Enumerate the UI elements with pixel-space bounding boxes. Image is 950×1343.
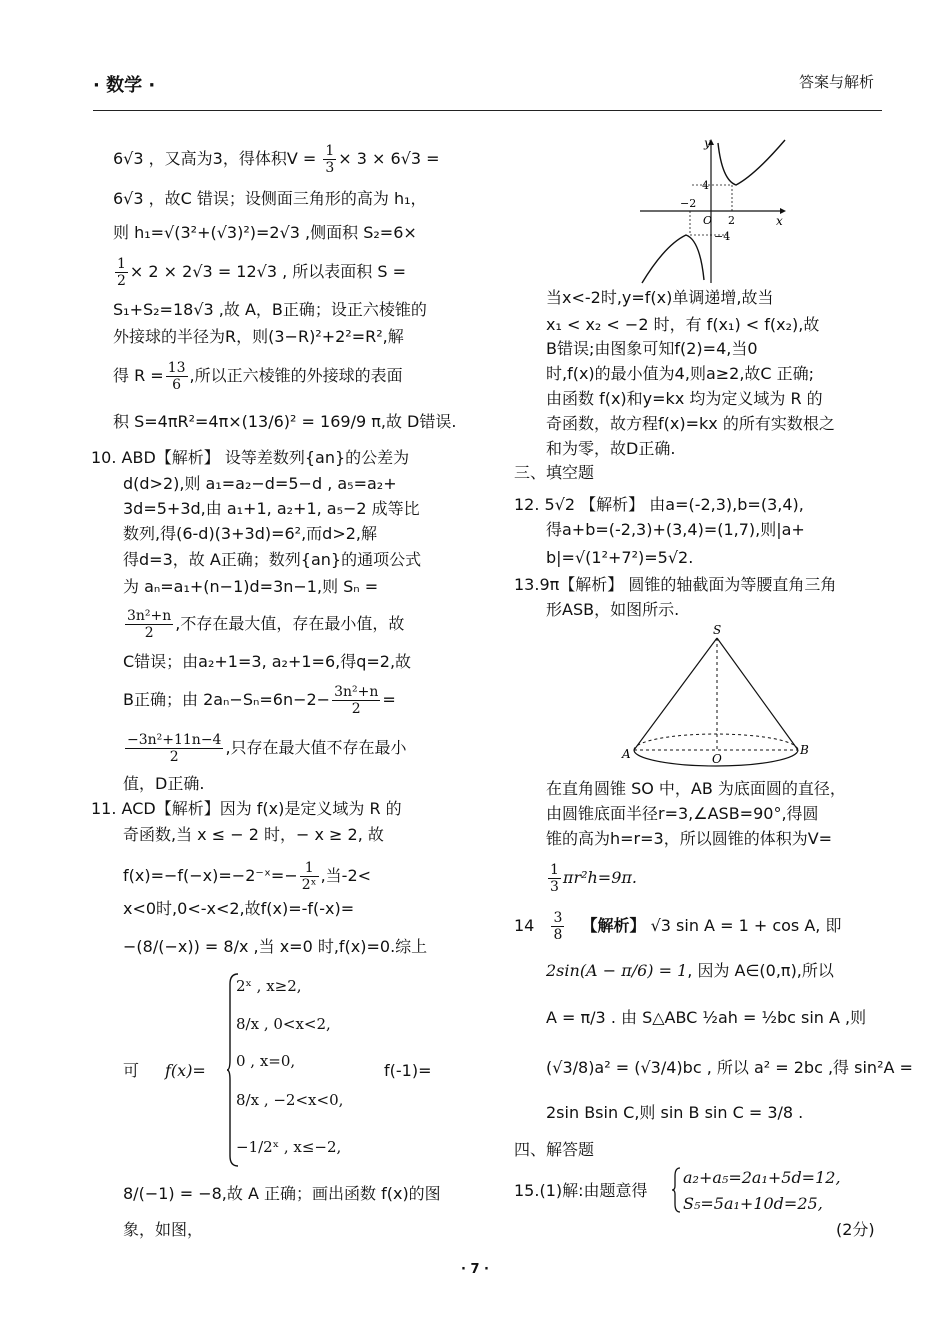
text-line: 为 aₙ=a₁+(n−1)d=3n−1,则 Sₙ = bbox=[123, 577, 379, 596]
frac-num: 1 bbox=[117, 256, 126, 272]
text-span: 【解析】 bbox=[581, 916, 646, 935]
text-line: 由圆锥底面半径r=3,∠ASB=90°,得圆 bbox=[546, 804, 819, 823]
fraction bbox=[300, 860, 319, 893]
text-line: S₁+S₂=18√3 ,故 A，B正确；设正六棱锥的 bbox=[113, 300, 427, 319]
y-label: y bbox=[704, 136, 711, 150]
frac-num: 1 bbox=[550, 862, 559, 878]
text-line bbox=[123, 860, 371, 893]
text-span: × 2 × 2√3 = 12√3 , 所以表面积 S = bbox=[129, 262, 407, 281]
frac-den: 3 bbox=[550, 879, 559, 895]
text-span: ,只存在最大值不存在最小 bbox=[225, 738, 407, 757]
text-span: πr²h=9π. bbox=[562, 868, 637, 887]
text-line: 数列,得(6-d)(3+3d)=6²,而d>2,解 bbox=[123, 524, 378, 543]
cone-diagram bbox=[620, 622, 815, 772]
system-eq-2: S₅=5a₁+10d=25, bbox=[683, 1194, 823, 1213]
text-line: 则 h₁=√(3²+(√3)²)=2√3 ,侧面积 S₂=6× bbox=[113, 223, 417, 242]
text-line: b|=√(1²+7²)=5√2. bbox=[546, 548, 694, 567]
text-line bbox=[113, 360, 403, 393]
frac-den: 3 bbox=[325, 160, 335, 176]
curve-lower bbox=[642, 235, 704, 283]
fraction bbox=[125, 608, 173, 641]
tick-label: −2 bbox=[680, 197, 697, 210]
text-line bbox=[123, 732, 407, 765]
point-B: B bbox=[800, 743, 809, 757]
text-line: 得a+b=(-2,3)+(3,4)=(1,7),则|a+ bbox=[546, 520, 805, 539]
text-line: 象，如图， bbox=[123, 1220, 204, 1239]
piece-1: 2ˣ , x≥2, bbox=[236, 977, 302, 995]
question-11: 11. ACD【解析】因为 f(x)是定义域为 R 的 bbox=[91, 799, 402, 818]
frac-num: 1 bbox=[300, 860, 319, 877]
point-O: O bbox=[712, 752, 722, 766]
text-line: 锥的高为h=r=3，所以圆锥的体积为V= bbox=[546, 829, 833, 848]
piece-4: 8/x , −2<x<0, bbox=[236, 1091, 344, 1109]
function-graph bbox=[640, 135, 790, 285]
question-12: 12. 5√2 【解析】 由a=(-2,3),b=(3,4), bbox=[514, 495, 804, 514]
text-line bbox=[546, 959, 834, 983]
text-span: 6√3 ，又高为3，得体积V = bbox=[113, 149, 322, 168]
frac-num: 3 bbox=[553, 910, 563, 926]
text-line: B错误;由图象可知f(2)=4,当0 bbox=[546, 339, 758, 358]
text-span: √3 sin A = 1 + cos A, 即 bbox=[650, 916, 842, 935]
frac-den: 2 bbox=[144, 625, 154, 641]
subject-title: · 数学 · bbox=[93, 75, 156, 96]
fraction bbox=[125, 732, 223, 765]
fraction bbox=[323, 143, 336, 176]
text-line bbox=[113, 143, 440, 176]
piece-2: 8/x , 0<x<2, bbox=[236, 1015, 331, 1033]
text-line bbox=[123, 608, 404, 641]
text-line: 奇函数，故方程f(x)=kx 的所有实数根之 bbox=[546, 414, 835, 433]
fraction bbox=[332, 684, 380, 717]
question-15: 15.(1)解:由题意得 bbox=[514, 1181, 648, 1200]
text-line: −(8/(−x)) = 8/x ,当 x=0 时,f(x)=0.综上 bbox=[123, 937, 428, 956]
cone-edge bbox=[717, 638, 798, 750]
text-line: 形ASB，如图所示. bbox=[546, 600, 680, 619]
text-line: 时,f(x)的最小值为4,则a≥2,故C 正确; bbox=[546, 364, 815, 383]
question-14 bbox=[514, 910, 841, 943]
text-line: 在直角圆锥 SO 中，AB 为底面圆的直径， bbox=[546, 779, 846, 798]
origin-label: O bbox=[703, 214, 713, 227]
text-line: 当x<-2时,y=f(x)单调递增,故当 bbox=[546, 288, 774, 307]
base-back bbox=[634, 734, 798, 750]
text-line: 由函数 f(x)和y=kx 均为定义域为 R 的 bbox=[546, 389, 823, 408]
curve-upper bbox=[718, 140, 785, 185]
section-heading-fill-in: 三、填空题 bbox=[514, 463, 595, 482]
tick-label: 4 bbox=[702, 179, 709, 192]
question-13: 13.9π【解析】 圆锥的轴截面为等腰直角三角 bbox=[514, 575, 837, 594]
tick-label: 2 bbox=[728, 214, 735, 227]
text-span: ,当-2< bbox=[320, 866, 372, 885]
frac-num: 3n²+n bbox=[334, 684, 379, 700]
text-span: 2sin(A − π/6) = 1 bbox=[546, 961, 688, 980]
frac-den: 2 bbox=[351, 701, 361, 717]
section-heading-solutions: 四、解答题 bbox=[514, 1140, 595, 1159]
text-line: x<0时,0<-x<2,故f(x)=-f(-x)= bbox=[123, 899, 355, 918]
text-span: 得 R = bbox=[113, 366, 164, 385]
cone-edge bbox=[634, 638, 717, 750]
text-span: B正确；由 2aₙ−Sₙ=6n−2− bbox=[123, 690, 331, 709]
text-line: 6√3 ，故C 错误；设侧面三角形的高为 h₁， bbox=[113, 189, 427, 208]
text-span: f(x)=−f(−x)=−2⁻ˣ=− bbox=[123, 866, 298, 885]
text-line: 8/(−1) = −8,故 A 正确；画出函数 f(x)的图 bbox=[123, 1184, 441, 1203]
text-span: × 3 × 6√3 = bbox=[338, 149, 440, 168]
text-line: d(d>2),则 a₁=a₂−d=5−d , a₅=a₂+ bbox=[123, 474, 397, 493]
frac-num: 13 bbox=[167, 360, 186, 376]
page-number: · 7 · bbox=[461, 1262, 489, 1277]
text-line bbox=[123, 684, 396, 717]
header-divider bbox=[93, 110, 882, 111]
text-line: 得d=3，故 A正确；数列{an}的通项公式 bbox=[123, 550, 422, 569]
text-line: x₁ < x₂ < −2 时，有 f(x₁) < f(x₂),故 bbox=[546, 315, 820, 334]
text-line: (√3/8)a² = (√3/4)bc , 所以 a² = 2bc ,得 sin²A = bbox=[546, 1058, 913, 1077]
text-span: ,不存在最大值，存在最小值，故 bbox=[175, 614, 405, 633]
text-line: A = π/3 . 由 S△ABC ½ah = ½bc sin A ,则 bbox=[546, 1008, 867, 1027]
section-title: 答案与解析 bbox=[798, 73, 874, 91]
fraction bbox=[115, 256, 128, 289]
frac-den: 2ˣ bbox=[301, 877, 317, 893]
text-span: ,所以正六棱锥的外接球的表面 bbox=[189, 366, 403, 385]
text-line: 和为零，故D正确. bbox=[546, 439, 676, 458]
system-brace bbox=[671, 1166, 681, 1214]
text-line: 外接球的半径为R，则(3−R)²+2²=R²,解 bbox=[113, 327, 404, 346]
fraction bbox=[551, 910, 564, 943]
frac-den: 8 bbox=[553, 927, 563, 943]
text-line: 2sin Bsin C,则 sin B sin C = 3/8 . bbox=[546, 1103, 804, 1122]
frac-num: −3n²+11n−4 bbox=[127, 732, 222, 748]
frac-num: 3n²+n bbox=[127, 608, 172, 624]
fraction bbox=[166, 360, 188, 393]
frac-den: 6 bbox=[172, 377, 182, 393]
fraction bbox=[548, 862, 561, 895]
equals: = bbox=[382, 690, 396, 709]
text-line bbox=[546, 862, 637, 895]
question-10: 10. ABD【解析】 设等差数列{an}的公差为 bbox=[91, 448, 410, 467]
text-line: 值，D正确. bbox=[123, 774, 205, 793]
text-span: f(-1)= bbox=[384, 1061, 432, 1080]
text-span: , 因为 A∈(0,π),所以 bbox=[687, 961, 834, 980]
text-line: C错误；由a₂+1=3, a₂+1=6,得q=2,故 bbox=[123, 652, 412, 671]
score-note: (2分) bbox=[836, 1220, 875, 1239]
frac-den: 2 bbox=[169, 749, 179, 765]
piece-5: −1/2ˣ , x≤−2, bbox=[236, 1138, 342, 1156]
text-line bbox=[113, 256, 406, 289]
tick-label: −4 bbox=[714, 230, 731, 243]
text-line: 3d=5+3d,由 a₁+1, a₂+1, a₅−2 成等比 bbox=[123, 499, 420, 518]
text-span: 14 bbox=[514, 916, 535, 935]
point-S: S bbox=[713, 623, 722, 637]
frac-num: 1 bbox=[325, 143, 335, 159]
text-line: 奇函数,当 x ≤ − 2 时，− x ≥ 2, 故 bbox=[123, 825, 384, 844]
point-A: A bbox=[622, 747, 631, 761]
frac-den: 2 bbox=[117, 273, 126, 289]
text-span: 可 bbox=[123, 1061, 140, 1080]
x-label: x bbox=[776, 214, 783, 228]
system-eq-1: a₂+a₅=2a₁+5d=12, bbox=[683, 1168, 841, 1187]
piece-3: 0 , x=0, bbox=[236, 1052, 296, 1070]
text-line: 积 S=4πR²=4π×(13/6)² = 169/9 π,故 D错误. bbox=[113, 412, 457, 431]
text-span: f(x)= bbox=[165, 1061, 206, 1080]
